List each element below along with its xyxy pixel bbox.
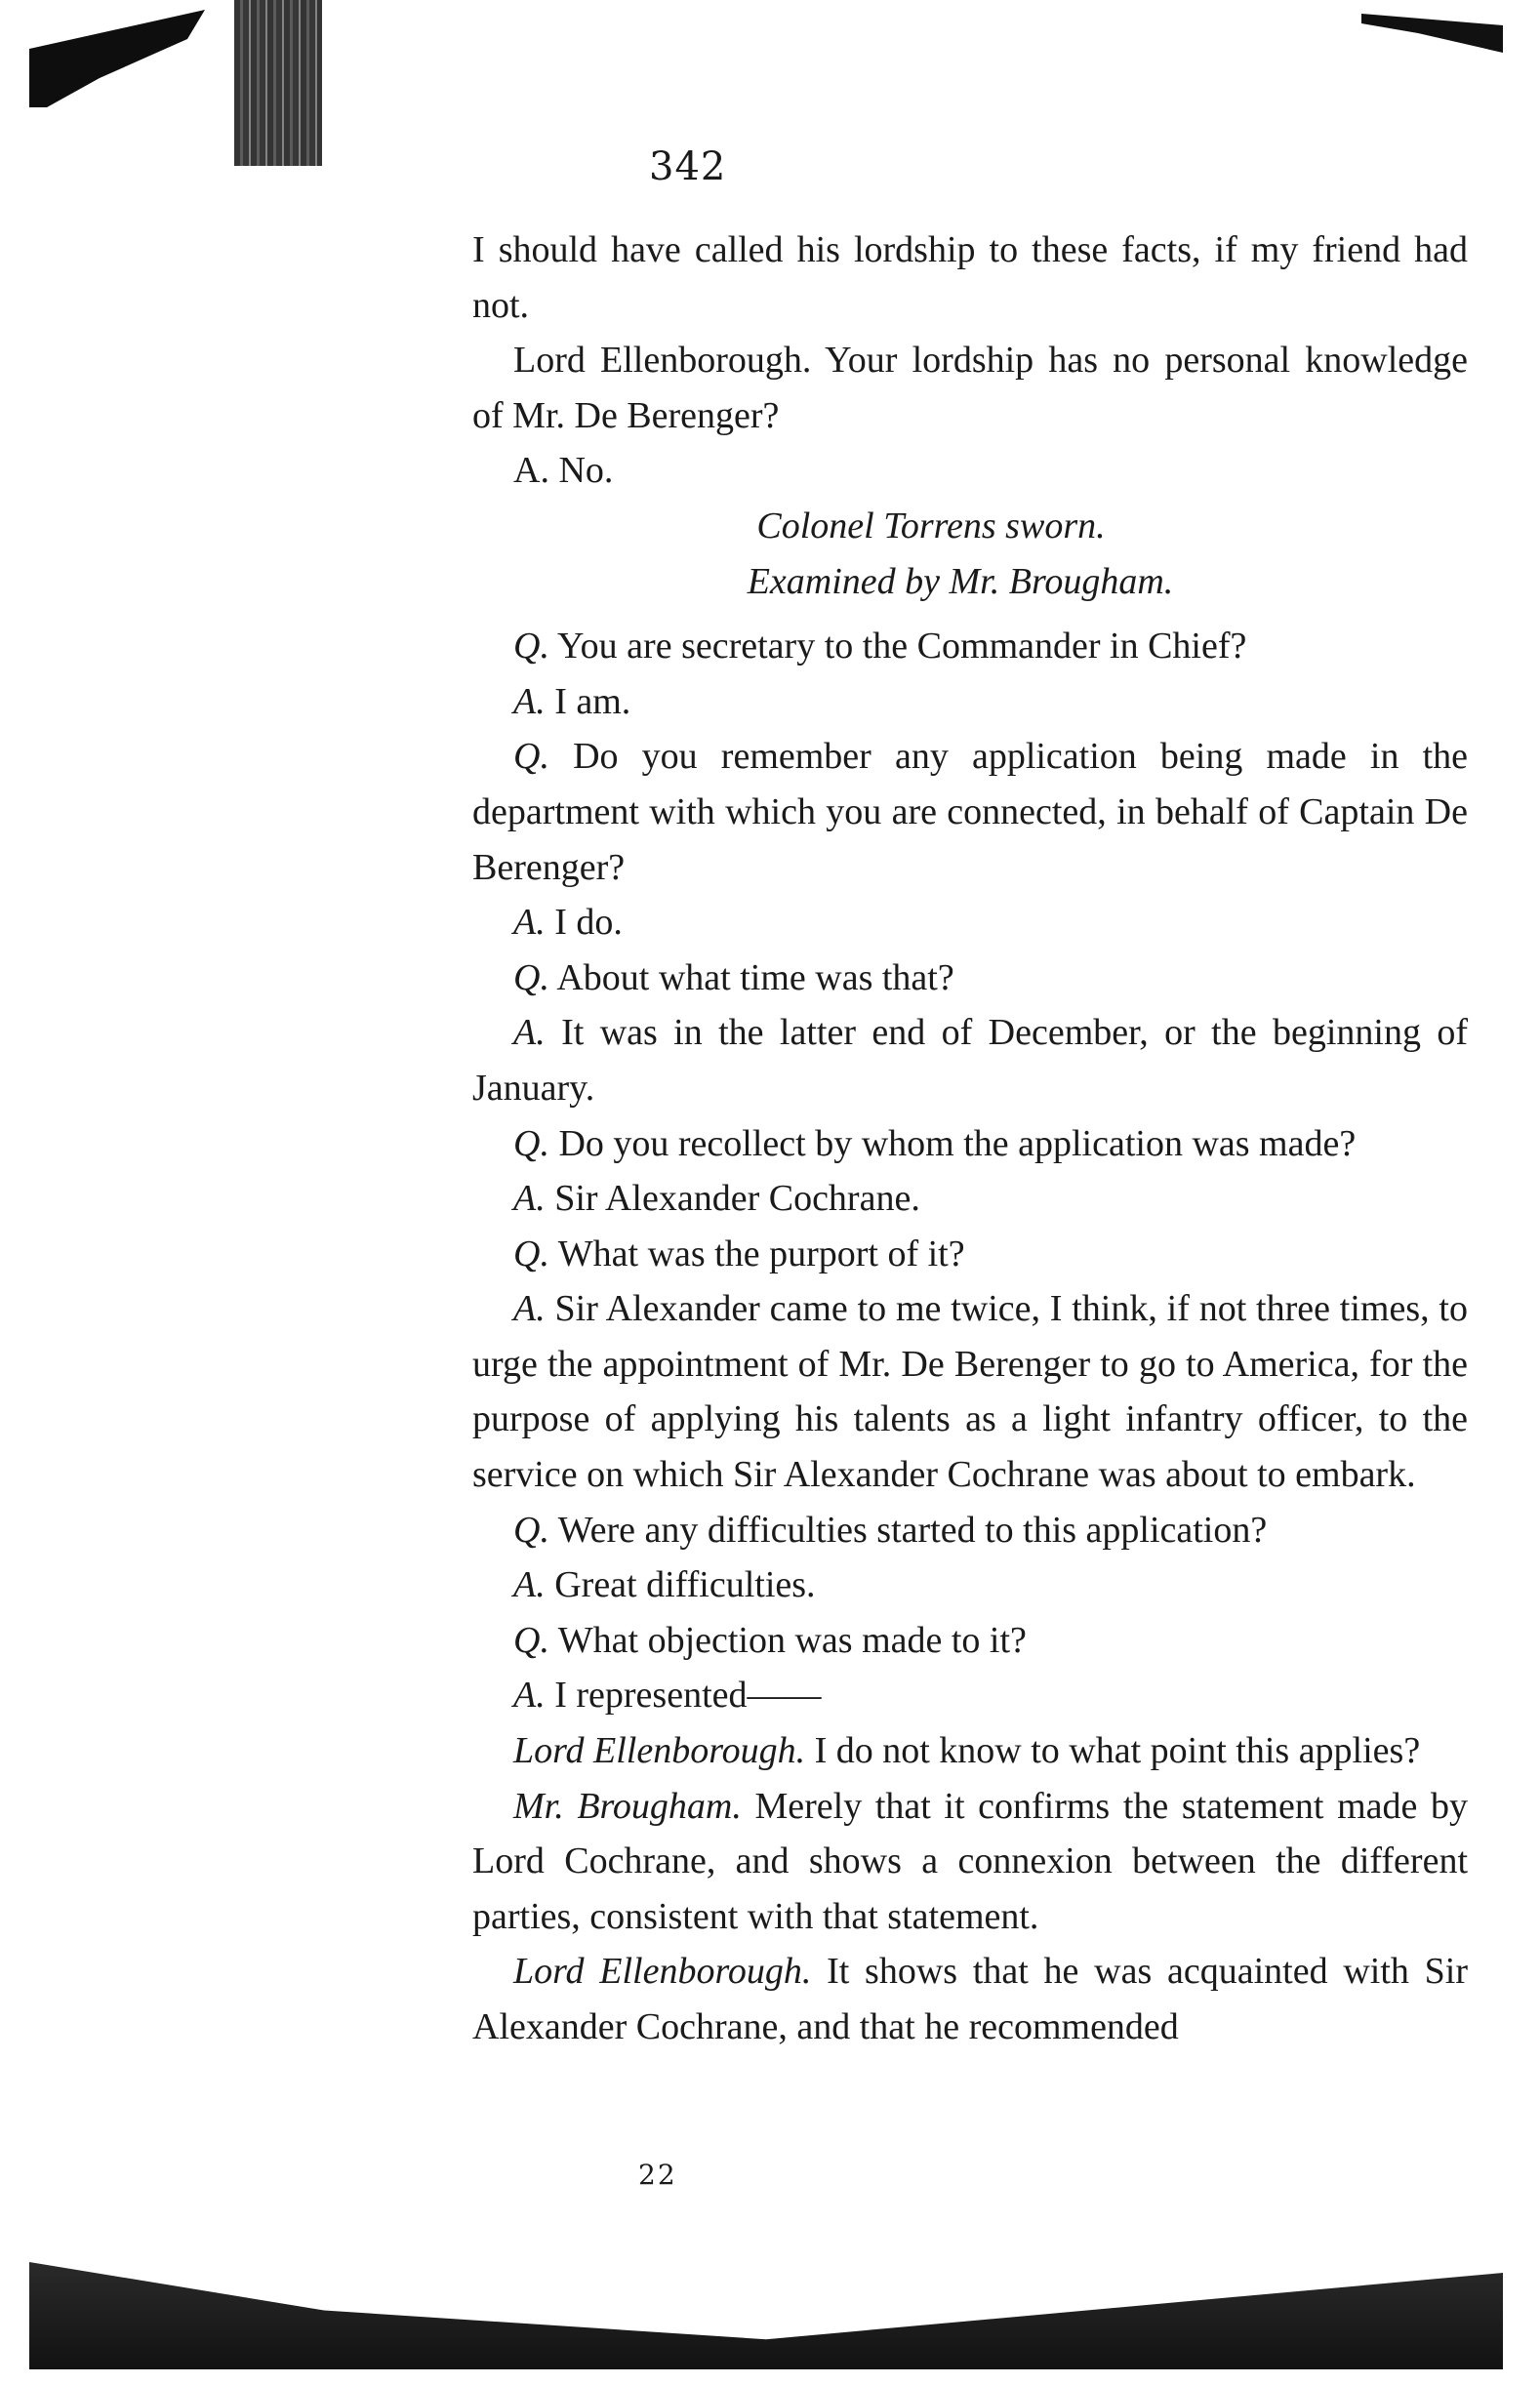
examination-heading: Examined by Mr. Brougham. bbox=[747, 560, 1174, 602]
speaker: Mr. Brougham. bbox=[513, 1785, 742, 1827]
scan-artifact-binding bbox=[234, 0, 322, 166]
testimony-text: Sir Alexander Cochrane. bbox=[554, 1178, 920, 1220]
testimony-text: What objection was made to it? bbox=[557, 1619, 1027, 1661]
testimony-text: Do you remember any application being made in the department with which you are connected, in behalf of Captain De Berenger? bbox=[472, 736, 1469, 888]
paragraph: A. No. bbox=[513, 450, 614, 492]
speaker: Lord Ellenborough. bbox=[513, 1951, 812, 1993]
testimony-line bbox=[472, 1779, 1468, 1945]
speaker: Q. bbox=[513, 1619, 549, 1661]
testimony-text: Do you recollect by whom the application was made? bbox=[558, 1122, 1357, 1164]
witness-heading: Colonel Torrens sworn. bbox=[756, 505, 1106, 546]
testimony-line bbox=[472, 1005, 1468, 1115]
speaker: Q. bbox=[513, 736, 549, 778]
scan-artifact-top-left bbox=[29, 10, 205, 107]
testimony-line bbox=[472, 895, 1468, 950]
paragraph: Lord Ellenborough. Your lordship has no personal knowledge of Mr. De Berenger? bbox=[472, 340, 1468, 436]
testimony-text: It was in the latter end of December, or the beginning of January. bbox=[472, 1012, 1469, 1109]
scan-artifact-bottom bbox=[29, 2262, 1503, 2369]
testimony-line bbox=[472, 1723, 1468, 1779]
testimony-text: Were any difficulties started to this application? bbox=[557, 1509, 1268, 1551]
speaker: A. bbox=[513, 902, 546, 944]
testimony-text: You are secretary to the Commander in Chief? bbox=[557, 626, 1247, 667]
testimony-text: Sir Alexander came to me twice, I think, if not three times, to urge the appointment of Mr. De Berenger to go to America, for the purpose of applying his talents as a light infantry officer, to the service on which Sir Alexander Cochrane was about to embark. bbox=[472, 1288, 1468, 1496]
speaker: A. bbox=[513, 1675, 546, 1717]
testimony-line bbox=[472, 729, 1468, 895]
page-body bbox=[472, 222, 1468, 2055]
testimony-line bbox=[472, 1668, 1468, 1723]
speaker: Q. bbox=[513, 1509, 549, 1551]
testimony-line bbox=[472, 1503, 1468, 1558]
testimony-line bbox=[472, 950, 1468, 1006]
speaker: A. bbox=[513, 680, 546, 722]
signature-mark: 22 bbox=[638, 2159, 677, 2191]
testimony-line bbox=[472, 1944, 1468, 2054]
scan-artifact-top-right bbox=[1361, 14, 1503, 53]
speaker: A. bbox=[513, 1564, 546, 1606]
page-number: 342 bbox=[649, 144, 727, 189]
speaker: A. bbox=[513, 1012, 546, 1054]
testimony-line bbox=[472, 1116, 1468, 1172]
testimony-text: I am. bbox=[554, 680, 631, 722]
testimony-text: I represented—— bbox=[554, 1675, 822, 1717]
testimony-text: I do not know to what point this applies? bbox=[814, 1730, 1421, 1772]
speaker: Q. bbox=[513, 1233, 549, 1274]
testimony-line bbox=[472, 1557, 1468, 1613]
speaker: A. bbox=[513, 1178, 546, 1220]
speaker: Q. bbox=[513, 626, 549, 667]
testimony-text: Merely that it confirms the statement made by Lord Cochrane, and shows a connexion between the different parties, consistent with that statement. bbox=[472, 1785, 1468, 1937]
testimony-text: It shows that he was acquainted with Sir Alexander Cochrane, and that he recommended bbox=[472, 1951, 1468, 2047]
speaker: Q. bbox=[513, 1122, 549, 1164]
testimony-line bbox=[472, 1613, 1468, 1669]
testimony-text: What was the purport of it? bbox=[557, 1233, 965, 1274]
speaker: Q. bbox=[513, 956, 549, 998]
testimony-line bbox=[472, 619, 1468, 674]
testimony-text: Great difficulties. bbox=[554, 1564, 816, 1606]
testimony-line bbox=[472, 1171, 1468, 1227]
speaker: A. bbox=[513, 1288, 546, 1330]
testimony-text: I do. bbox=[554, 902, 623, 944]
testimony-line bbox=[472, 674, 1468, 730]
testimony-line bbox=[472, 1281, 1468, 1502]
testimony-line bbox=[472, 1227, 1468, 1282]
testimony-text: About what time was that? bbox=[556, 956, 954, 998]
speaker: Lord Ellenborough. bbox=[513, 1730, 806, 1772]
paragraph: I should have called his lordship to these facts, if my friend had not. bbox=[472, 229, 1468, 326]
